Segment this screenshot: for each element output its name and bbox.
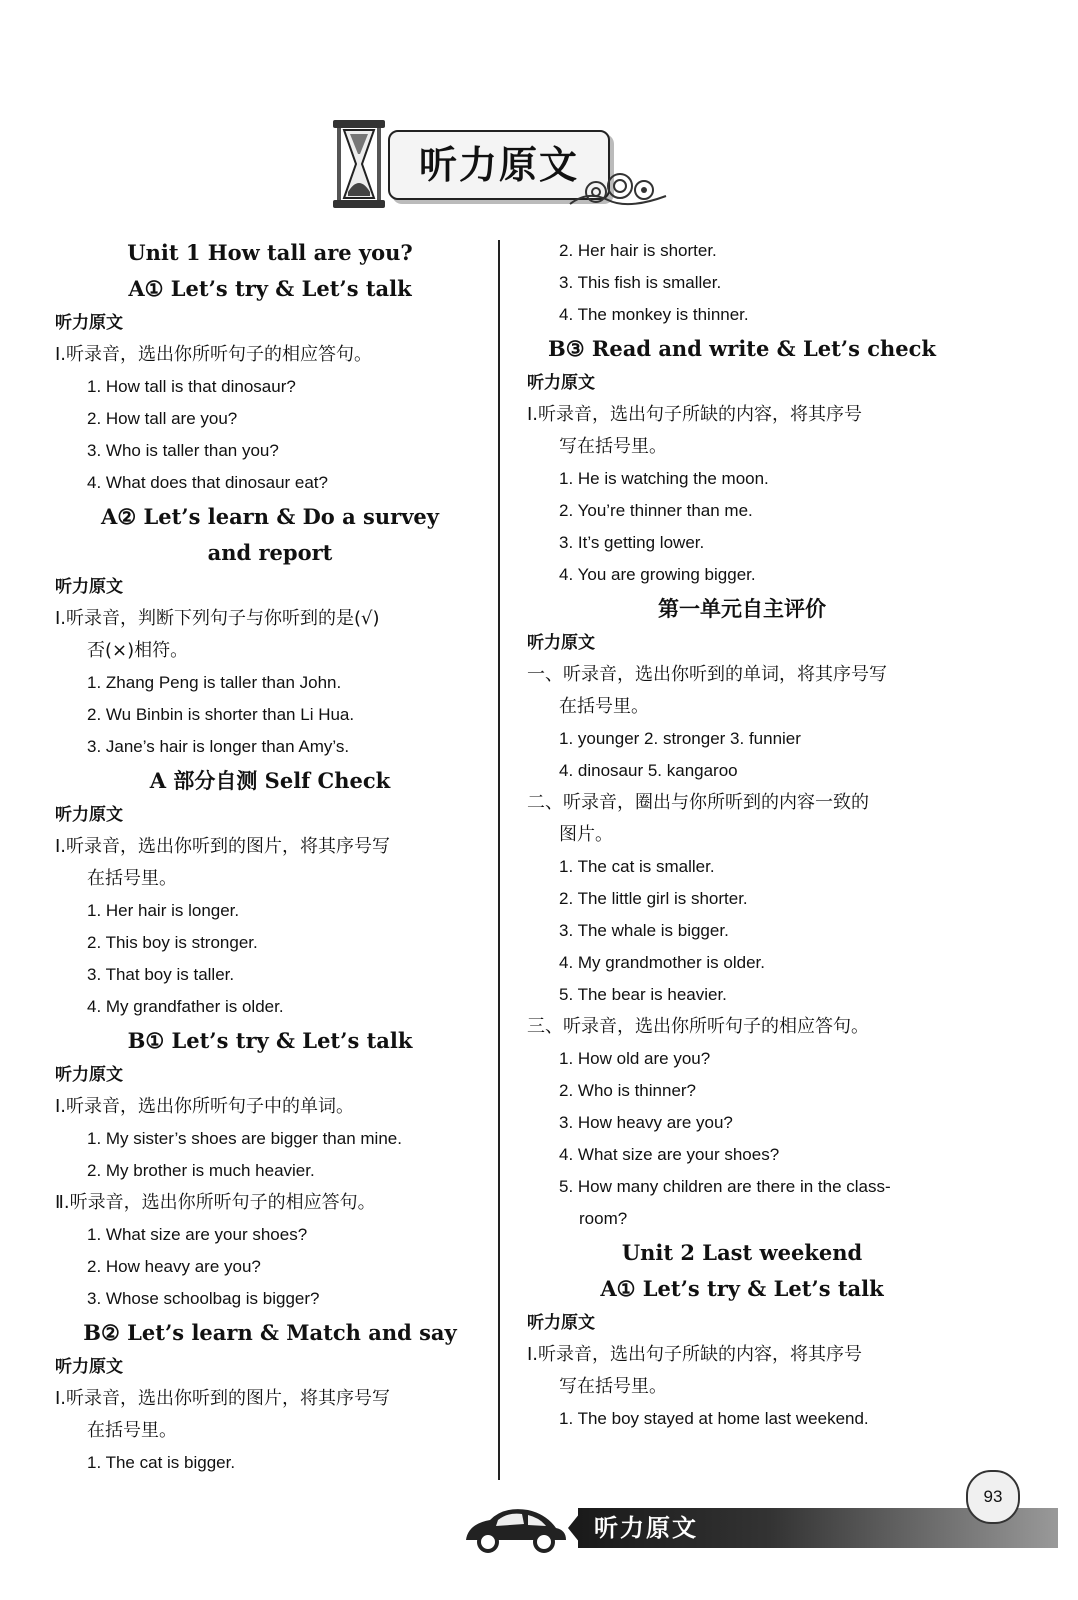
- instruction-continuation: 写在括号里。: [559, 1376, 667, 1397]
- transcript-line: 1. How old are you?: [559, 1049, 711, 1068]
- transcript-line: 1. How tall is that dinosaur?: [87, 377, 296, 396]
- hourglass-icon: [330, 118, 388, 210]
- section-heading: A 部分自测 Self Check: [149, 768, 391, 793]
- transcript-line: 3. The whale is bigger.: [559, 921, 729, 940]
- section-label: 听力原文: [55, 805, 123, 825]
- page-title: 听力原文: [418, 143, 579, 187]
- transcript-line: 2. Wu Binbin is shorter than Li Hua.: [87, 705, 355, 724]
- instruction-line: Ⅰ.听录音，选出你所听句子的相应答句。: [55, 344, 373, 365]
- transcript-line: 2. My brother is much heavier.: [87, 1161, 315, 1180]
- instruction-line: 一、听录音，选出你听到的单词，将其序号写: [527, 664, 887, 685]
- section-label: 听力原文: [55, 313, 123, 333]
- transcript-line: 2. You’re thinner than me.: [559, 501, 753, 520]
- section-label: 听力原文: [55, 1357, 123, 1377]
- instruction-line: 三、听录音，选出你所听句子的相应答句。: [527, 1016, 869, 1037]
- section-heading: A① Let’s try & Let’s talk: [128, 276, 412, 301]
- instruction-continuation: 否(×)相符。: [87, 640, 189, 661]
- instruction-line: Ⅰ.听录音，选出句子所缺的内容，将其序号: [527, 404, 863, 425]
- instruction-continuation: 在括号里。: [87, 1420, 177, 1441]
- transcript-line: 1. Zhang Peng is taller than John.: [87, 673, 342, 692]
- transcript-line: 3. Whose schoolbag is bigger?: [87, 1289, 320, 1308]
- instruction-continuation: 在括号里。: [559, 696, 649, 717]
- transcript-line: 4. dinosaur 5. kangaroo: [559, 761, 738, 780]
- transcript-line: 4. My grandfather is older.: [87, 997, 284, 1016]
- left-column: [55, 235, 485, 1479]
- transcript-line: 1. The boy stayed at home last weekend.: [559, 1409, 869, 1428]
- section-heading: and report: [207, 540, 333, 565]
- instruction-line: Ⅰ.听录音，选出你所听句子中的单词。: [55, 1096, 355, 1117]
- transcript-line: 2. How heavy are you?: [87, 1257, 261, 1276]
- transcript-line: 1. The cat is smaller.: [559, 857, 715, 876]
- transcript-line: 1. younger 2. stronger 3. funnier: [559, 729, 801, 748]
- instruction-continuation: 写在括号里。: [559, 436, 667, 457]
- transcript-line: 4. You are growing bigger.: [559, 565, 756, 584]
- car-icon: [460, 1502, 570, 1554]
- page-footer: [460, 1487, 1078, 1560]
- instruction-line: Ⅰ.听录音，判断下列句子与你听到的是(√): [55, 608, 380, 629]
- section-heading: B③ Read and write & Let’s check: [548, 336, 936, 361]
- section-heading: 第一单元自主评价: [658, 596, 826, 621]
- section-label: 听力原文: [527, 633, 595, 653]
- right-column: [527, 235, 957, 1435]
- transcript-line: 2. Who is thinner?: [559, 1081, 697, 1100]
- instruction-continuation: 在括号里。: [87, 868, 177, 889]
- page-header: [0, 118, 1078, 228]
- transcript-line: 3. Who is taller than you?: [87, 441, 279, 460]
- transcript-line: 3. This fish is smaller.: [559, 273, 722, 292]
- swirl-decoration-icon: [568, 170, 668, 210]
- page-number: 93: [966, 1470, 1020, 1524]
- instruction-line: Ⅰ.听录音，选出你听到的图片，将其序号写: [55, 1388, 391, 1409]
- section-heading: B② Let’s learn & Match and say: [83, 1320, 457, 1345]
- footer-banner-text: 听力原文: [594, 1514, 698, 1542]
- transcript-line: 2. This boy is stronger.: [87, 933, 258, 952]
- section-label: 听力原文: [55, 1065, 123, 1085]
- section-heading: B① Let’s try & Let’s talk: [127, 1028, 413, 1053]
- section-label: 听力原文: [527, 1313, 595, 1333]
- transcript-line: 3. It’s getting lower.: [559, 533, 705, 552]
- transcript-line: 4. The monkey is thinner.: [559, 305, 749, 324]
- transcript-line: 1. He is watching the moon.: [559, 469, 769, 488]
- transcript-line: 2. Her hair is shorter.: [559, 241, 717, 260]
- section-heading: A② Let’s learn & Do a survey: [101, 504, 439, 529]
- section-label: 听力原文: [527, 373, 595, 393]
- transcript-line: 1. Her hair is longer.: [87, 901, 240, 920]
- section-heading: Unit 1 How tall are you?: [127, 240, 413, 265]
- transcript-line: 1. What size are your shoes?: [87, 1225, 308, 1244]
- transcript-line: 1. My sister’s shoes are bigger than mine.: [87, 1129, 402, 1148]
- transcript-line: 4. My grandmother is older.: [559, 953, 765, 972]
- transcript-line: 2. How tall are you?: [87, 409, 238, 428]
- section-heading: A① Let’s try & Let’s talk: [600, 1276, 884, 1301]
- transcript-line: 1. The cat is bigger.: [87, 1453, 236, 1472]
- section-heading: Unit 2 Last weekend: [621, 1240, 863, 1265]
- transcript-line: 4. What size are your shoes?: [559, 1145, 780, 1164]
- instruction-line: Ⅰ.听录音，选出你听到的图片，将其序号写: [55, 836, 391, 857]
- transcript-line: 3. How heavy are you?: [559, 1113, 733, 1132]
- instruction-line: Ⅰ.听录音，选出句子所缺的内容，将其序号: [527, 1344, 863, 1365]
- transcript-line: 5. How many children are there in the class-: [559, 1177, 891, 1196]
- instruction-line: 二、听录音，圈出与你所听到的内容一致的: [527, 792, 869, 813]
- column-divider: [498, 240, 500, 1480]
- transcript-line: 5. The bear is heavier.: [559, 985, 727, 1004]
- section-label: 听力原文: [55, 577, 123, 597]
- transcript-line: 3. That boy is taller.: [87, 965, 235, 984]
- transcript-line: 2. The little girl is shorter.: [559, 889, 748, 908]
- transcript-line: 3. Jane’s hair is longer than Amy’s.: [87, 737, 350, 756]
- instruction-continuation: 图片。: [559, 824, 613, 845]
- instruction-line: Ⅱ.听录音，选出你所听句子的相应答句。: [55, 1192, 376, 1213]
- transcript-continuation: room?: [579, 1209, 628, 1228]
- transcript-line: 4. What does that dinosaur eat?: [87, 473, 328, 492]
